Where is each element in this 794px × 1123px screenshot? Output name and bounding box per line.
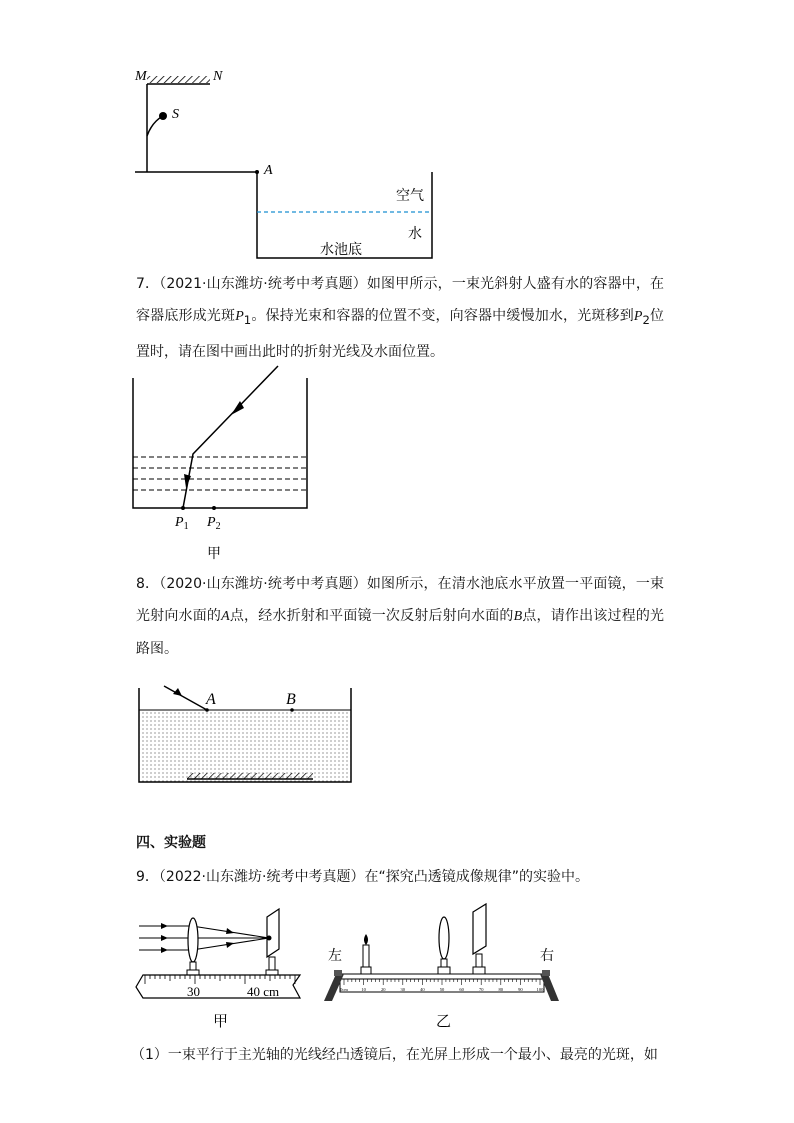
label-a: A [206, 691, 216, 708]
screen [473, 904, 486, 954]
screen-slider [266, 970, 278, 975]
label-pool-bottom: 水池底 [320, 242, 362, 258]
ruler-label-40-cm: 40 cm [247, 984, 280, 999]
caption-jia: 甲 [213, 1012, 229, 1030]
bench-scale-label: 60 [459, 987, 464, 992]
q8-text-b: 点，经水折射和平面镜一次反射后射向水面的 [229, 608, 514, 624]
q8-source: （2020·山东潍坊·统考中考真题） [159, 576, 367, 592]
bench-scale-label: 90 [518, 987, 523, 992]
screen-holder [269, 957, 275, 970]
figure-q7-container [125, 362, 325, 567]
q9-number: 9． [136, 869, 159, 885]
q8-text-c: 点，请作出该过程的光路图。 [136, 608, 665, 657]
bench-scale-label: 40 [420, 987, 425, 992]
bench-scale-label: 70 [478, 987, 484, 992]
label-p2: $P_2$ [207, 515, 221, 532]
light-source-s [159, 112, 167, 120]
bench-scale-label: 80 [498, 987, 504, 992]
lens-holder [441, 959, 447, 967]
q9-text: 在“探究凸透镜成像规律”的实验中。 [364, 869, 589, 885]
q7-p1-sub: 1 [243, 312, 252, 327]
label-p1: $P_1$ [175, 515, 189, 532]
label-left: 左 [328, 948, 342, 964]
ray-bottom-arrow [161, 947, 168, 953]
label-b: B [286, 691, 296, 708]
ray-top-arrow [161, 923, 168, 929]
q7-p1: P [235, 309, 244, 324]
label-air: 空气 [396, 188, 424, 204]
question-7 [136, 268, 664, 368]
q8-point-b: B [513, 609, 523, 624]
refracted-arrow-bottom [226, 942, 234, 948]
light-screen [267, 909, 279, 957]
q7-text-b: 。保持光束和容器的位置不变，向容器中缓慢加水，光斑移到 [251, 308, 634, 324]
mirror-hatching [147, 76, 210, 83]
figure-mirror-pool [130, 60, 450, 265]
bench-post-right [542, 970, 550, 976]
ruler-label-30: 30 [187, 984, 200, 999]
convex-lens [188, 918, 198, 962]
q7-p2: P [633, 309, 643, 324]
spot-p1 [181, 506, 185, 510]
q7-text-c: 位置时，请在图中画出此时的折射光线及水面位置。 [136, 308, 665, 360]
q7-text-a: 如图甲所示，一束光斜射人盛有水的容器中，在容器底形成光斑 [136, 276, 664, 324]
question-8 [136, 568, 664, 665]
lens-holder [190, 962, 196, 970]
screen-holder [476, 954, 482, 967]
label-n: N [213, 69, 223, 84]
water-levels [133, 457, 307, 490]
spot-p2 [212, 506, 216, 510]
section-heading: 四、实验题 [136, 835, 206, 851]
container-outline [133, 378, 307, 508]
point-a [205, 708, 209, 712]
bench-scale-label: 10 [361, 987, 366, 992]
label-right: 右 [540, 948, 554, 964]
bench-scale-label: 0cm [340, 987, 348, 992]
label-m: M [135, 69, 147, 84]
q8-number: 8． [136, 576, 160, 592]
caption-yi: 乙 [436, 1012, 452, 1030]
plane-mirror-hatching [187, 773, 313, 779]
caption-jia: 甲 [207, 546, 221, 562]
q8-text-a: 如图所示，在清水池底水平放置一平面镜，一束光射向水面的 [136, 576, 664, 624]
point-b [290, 708, 294, 712]
question-9 [136, 861, 664, 893]
bench-scale-label: 20 [380, 987, 386, 992]
q7-source: （2021·山东潍坊·统考中考真题） [159, 276, 367, 292]
lens-slider [187, 970, 199, 975]
q9-source: （2022·山东潍坊·统考中考真题） [158, 869, 365, 885]
bench-post-left [334, 970, 342, 976]
q7-p2-sub: 2 [642, 312, 650, 327]
focal-spot [267, 936, 272, 941]
q9-part-1 [131, 1039, 671, 1071]
candle [363, 945, 369, 967]
lens [439, 917, 449, 959]
q7-number: 7． [136, 276, 160, 292]
bench-scale-label: 50 [439, 987, 445, 992]
light-ray [183, 366, 278, 508]
figure-q8-pool [130, 680, 360, 790]
figure-q9-jia [135, 905, 305, 1035]
figure-q9-yi [320, 900, 570, 1040]
water-body [139, 710, 351, 782]
candle-flame [364, 934, 368, 945]
label-a: A [264, 163, 273, 178]
label-s: S [172, 107, 179, 122]
q8-point-a: A [221, 609, 230, 624]
q9-part-1-text: （1）一束平行于主光轴的光线经凸透镜后，在光屏上形成一个最小、最亮的光斑，如 [131, 1047, 658, 1063]
ray-middle-arrow [161, 935, 168, 941]
label-water: 水 [408, 226, 422, 242]
incident-ray [164, 686, 207, 710]
bench-scale-label: 30 [400, 987, 406, 992]
bench-scale-label: 100 [536, 987, 544, 992]
refracted-arrow-top [226, 928, 234, 934]
bench-top [336, 974, 548, 979]
